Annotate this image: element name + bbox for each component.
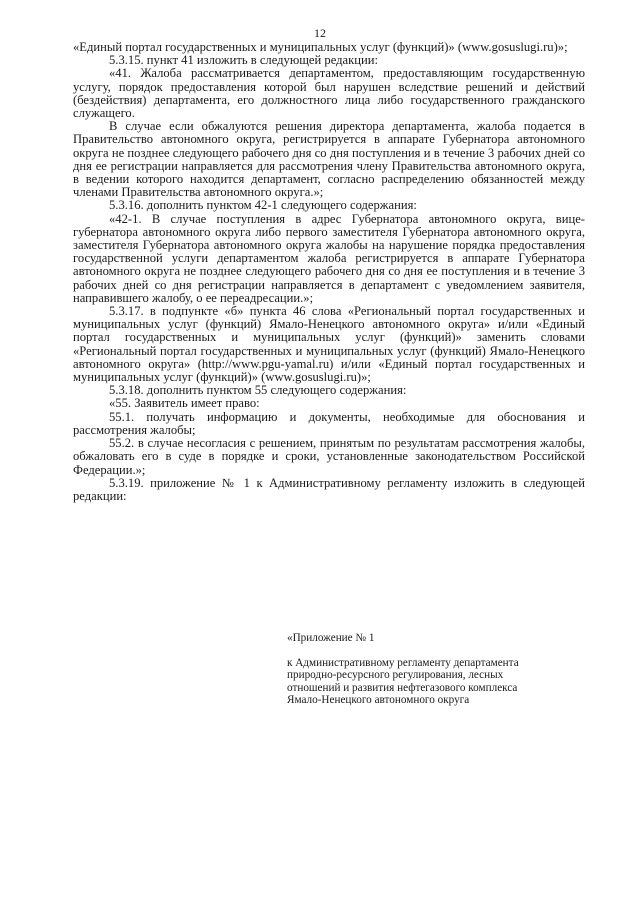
paragraph: В случае если обжалуются решения директора департамента, жалоба подается в Правительство автономного округа, регистрируется в аппарате Губернатора автономного округа не позднее следующего рабочего дня со дня поступления и в течение 3 рабочих дней со дня ее регистрации направляется для рассмотрения члену Правительства автономного округа, в ведении которого находится департамент, согласно распределению обязанностей между членами Правительства автономного округа.»;: [73, 119, 585, 200]
page-number: 12: [314, 26, 326, 40]
appendix-line: к Административному регламенту департамента: [287, 656, 519, 669]
paragraph: 5.3.17. в подпункте «б» пункта 46 слова «Региональный портал государственных и муниципальных услуг (функций) Ямало-Ненецкого автономного округа» и/или «Единый портал государственных и муниципальных услуг (функций)» заменить словами «Региональный портал государственных и муниципальных услуг (функций) Ямало-Ненецкого автономного округа» (http://www.pgu-yamal.ru) и/или «Единый портал государственных и муниципальных услуг (функций)» (www.gosuslugi.ru)»;: [73, 304, 585, 385]
paragraph: 5.3.18. дополнить пунктом 55 следующего содержания:: [109, 383, 407, 398]
paragraph: 5.3.19. приложение № 1 к Административному регламенту изложить в следующей редакции:: [73, 475, 585, 503]
appendix-title: «Приложение № 1: [287, 632, 375, 644]
paragraph: 5.3.16. дополнить пунктом 42-1 следующего содержания:: [109, 198, 417, 213]
appendix-header: [287, 632, 587, 707]
paragraph: «55. Заявитель имеет право:: [109, 396, 260, 411]
appendix-line: природно-ресурсного регулирования, лесных: [287, 669, 504, 682]
paragraph: «41. Жалоба рассматривается департаментом, предоставляющим государственную услугу, порядок предоставления которой был нарушен вследствие решений и действий (бездействия) департамента, его должностного лица либо государственного гражданского служащего.: [73, 66, 585, 121]
paragraph: 5.3.15. пункт 41 изложить в следующей редакции:: [109, 53, 378, 68]
appendix-line: отношений и развития нефтегазового комплекса: [287, 681, 518, 694]
document-body: [73, 41, 585, 503]
paragraph: «Единый портал государственных и муниципальных услуг (функций)» (www.gosuslugi.ru)»;: [73, 40, 568, 54]
paragraph: 55.2. в случае несогласия с решением, принятым по результатам рассмотрения жалобы, обжаловать его в суде в порядке и сроки, установленные законодательством Российской Федерации.»;: [73, 436, 585, 477]
paragraph: «42-1. В случае поступления в адрес Губернатора автономного округа, вице-губернатора автономного округа либо первого заместителя Губернатора автономного округа, заместителя Губернатора автономного округа жалобы на нарушение порядка предоставления государственной услуги департаментом жалоба регистрируется в аппарате Губернатора автономного округа не позднее следующего рабочего дня со дня ее поступления и в течение 3 рабочих дней со дня регистрации направляется в департамент с уведомлением заявителя, направившего жалобу, о ее переадресации.»;: [73, 211, 585, 305]
appendix-line: Ямало-Ненецкого автономного округа: [287, 694, 470, 707]
paragraph: 55.1. получать информацию и документы, необходимые для обоснования и рассмотрения жалобы;: [73, 409, 585, 437]
